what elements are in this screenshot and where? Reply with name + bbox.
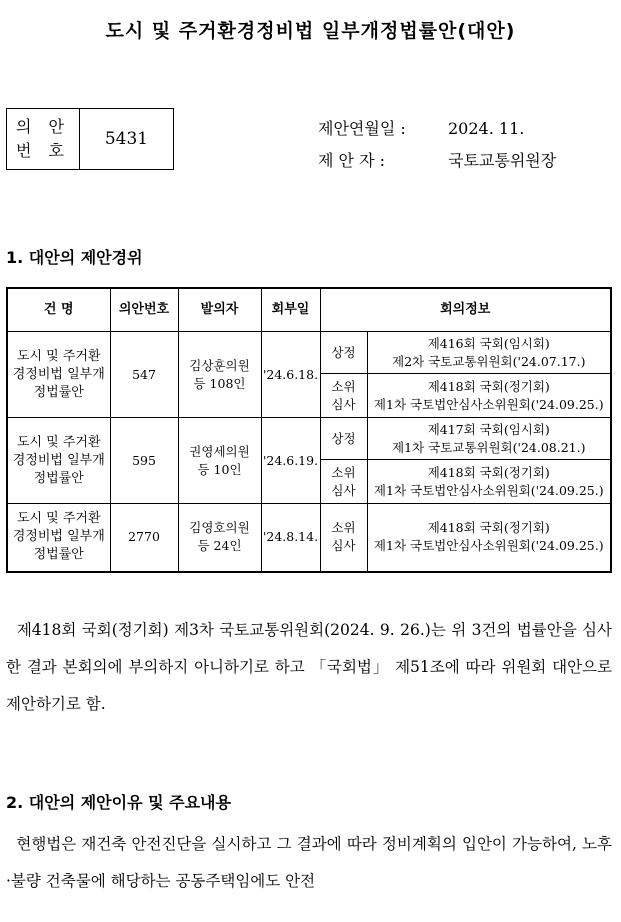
meeting-committee: 소위 심사: [320, 460, 367, 504]
meeting-info: [367, 418, 611, 460]
bill-number-box: [6, 108, 174, 170]
document-title: 도시 및 주거환경정비법 일부개정법률안(대안): [105, 20, 516, 42]
proposer-value: 국토교통위원장: [448, 151, 557, 170]
bill-date: '24.6.19.: [261, 418, 320, 504]
meeting-line1: 제418회 국회(정기회): [427, 378, 550, 394]
header-proposer: 발의자: [178, 288, 261, 332]
bill-proposer: 김상훈의원 등 108인: [178, 332, 261, 418]
proposal-history-table: [6, 287, 612, 573]
meeting-line1: 제418회 국회(정기회): [427, 464, 550, 480]
table-row: [7, 332, 611, 374]
bill-number: 547: [110, 332, 178, 418]
bill-number-label-line2: 번 호: [16, 141, 70, 160]
meeting-line2: 제1차 국토법안심사소위원회('24.09.25.): [373, 396, 604, 412]
paragraph-2: [6, 826, 612, 900]
meeting-line2: 제1차 국토법안심사소위원회('24.09.25.): [373, 538, 604, 554]
proposal-date-label: 제안연월일 :: [318, 119, 406, 138]
proposer-label: 제 안 자 :: [318, 151, 386, 170]
paragraph-1: [6, 612, 617, 723]
meeting-line2: 제1차 국토교통위원회('24.08.21.): [392, 439, 586, 455]
bill-number-label: [7, 109, 80, 169]
proposal-date: [318, 116, 524, 139]
header-number: 의안번호: [110, 288, 178, 332]
bill-name: 도시 및 주거환경정비법 일부개정법률안: [7, 332, 110, 418]
meeting-line2: 제2차 국토교통위원회('24.07.17.): [392, 353, 586, 369]
meeting-line1: 제416회 국회(임시회): [427, 335, 550, 351]
meeting-info: [367, 460, 611, 504]
meeting-info: [367, 504, 611, 572]
table-row: [7, 418, 611, 460]
bill-number-label-line1: 의 안: [16, 117, 70, 136]
header-date: 회부일: [261, 288, 320, 332]
bill-proposer: 김영호의원 등 24인: [178, 504, 261, 572]
meeting-committee: 상정: [320, 332, 367, 374]
bill-date: '24.6.18.: [261, 332, 320, 418]
bill-number: 2770: [110, 504, 178, 572]
meeting-line2: 제1차 국토법안심사소위원회('24.09.25.): [373, 482, 604, 498]
bill-name: 도시 및 주거환경정비법 일부개정법률안: [7, 418, 110, 504]
meeting-line1: 제417회 국회(임시회): [427, 421, 550, 437]
paragraph-1-text: 제418회 국회(정기회) 제3차 국토교통위원회(2024. 9. 26.)는 위 3건의 법률안을 심사한 결과 본회의에 부의하지 아니하기로 하고 「국회법」 제51조에 따라 위원회 대안으로 제안하기로 함.: [6, 621, 617, 713]
bill-number-value: 5431: [104, 129, 149, 149]
proposal-date-value: 2024. 11.: [448, 119, 525, 138]
paragraph-2-text: 현행법은 재건축 안전진단을 실시하고 그 결과에 따라 정비계획의 입안이 가능하여, 노후·불량 건축물에 해당하는 공동주택임에도 안전: [6, 835, 612, 890]
section2-heading: 2. 대안의 제안이유 및 주요내용: [6, 793, 231, 812]
bill-name: 도시 및 주거환경정비법 일부개정법률안: [7, 504, 110, 572]
header-name: 건 명: [7, 288, 110, 332]
bill-date: '24.8.14.: [261, 504, 320, 572]
meeting-info: [367, 332, 611, 374]
meeting-line1: 제418회 국회(정기회): [427, 520, 550, 536]
bill-number: 595: [110, 418, 178, 504]
section1-heading: 1. 대안의 제안경위: [6, 248, 143, 267]
bill-proposer: 권영세의원 등 10인: [178, 418, 261, 504]
table-header-row: [7, 288, 611, 332]
meeting-committee: 상정: [320, 418, 367, 460]
table-row: [7, 504, 611, 572]
meeting-committee: 소위 심사: [320, 504, 367, 572]
proposer: [318, 148, 556, 171]
meeting-committee: 소위 심사: [320, 374, 367, 418]
meeting-info: [367, 374, 611, 418]
header-meeting: 회의정보: [320, 288, 611, 332]
